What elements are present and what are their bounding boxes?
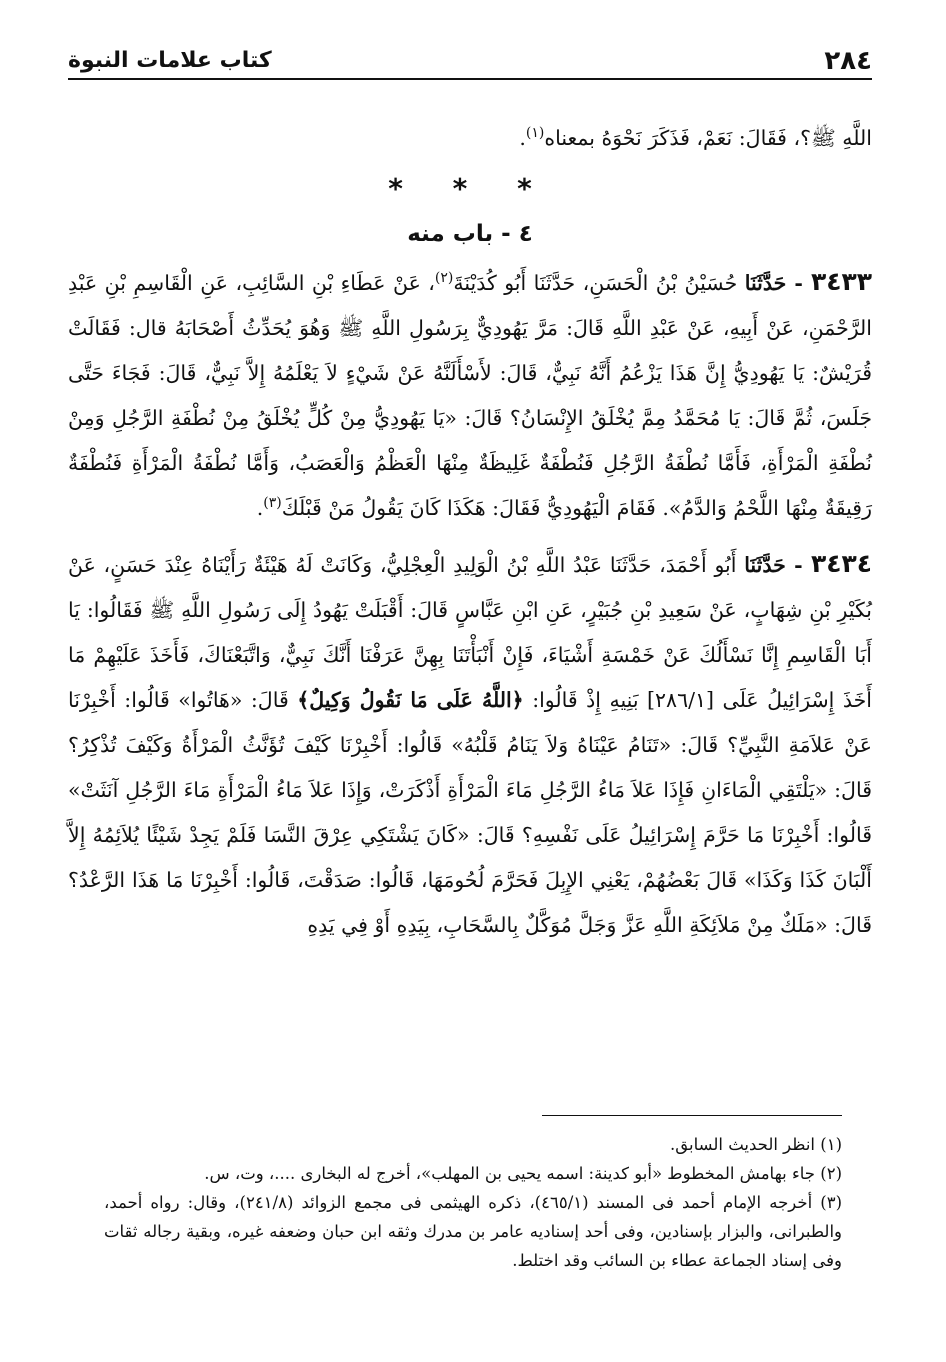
hadith-text: أَبُو أَحْمَدَ، حَدَّثَنَا عَبْدُ اللَّهِ بْنُ الْوَلِيدِ الْعِجْلِيُّ، وَكَانَتْ لَهُ هَيْئَةٌ رَأَيْنَاهُ عِنْدَ حَسَنٍ، عَنْ بُكَيْرِ بْنِ شِهَابٍ، عَنْ سَعِيدِ بْنِ جُبَيْرٍ، عَنِ ابْنِ عَبَّاسٍ قَالَ: أَقْبَلَتْ يَهُودُ إِلَى رَسُولِ اللَّهِ ﷺ فَقَالُوا: يَا أَبَا الْقَاسِمِ إِنَّا نَسْأَلُكَ عَنْ خَمْسَةِ أَشْيَاءَ، فَإِنْ أَنْبَأْتَنَا بِهِنَّ عَرَفْنَا أَنَّكَ نَبِيٌّ، وَاتَّبَعْنَاكَ، فَأَخَذَ عَلَيْهِمْ مَا أَخَذَ إِسْرَائِيلُ عَلَى [٢٨٦/١] بَنِيهِ إِذْ قَالُوا: (68, 553, 872, 712)
footnote-3: (٣) أخرجه الإمام أحمد فى المسند (٤٦٥/١)، ذكره الهيثمى فى مجمع الزوائد (٢٤١/٨)، وقال: رواه أحمد، والطبرانى، والبزار بإسنادين، وفى أحد إسناديه عامر بن مدرك وثقه ابن حبان وضعفه غيره، وبقية رجاله ثقات وفى إسناد الجماعة عطاء بن السائب وقد اختلط. (104, 1193, 842, 1270)
intro-text: اللَّهِ ﷺ؟، فَقَالَ: نَعَمْ، فَذَكَرَ نَحْوَهُ بمعناه (544, 126, 872, 150)
hadith-3434 (68, 541, 872, 948)
footnote-1: (١) انظر الحديث السابق. (670, 1135, 842, 1154)
footnote-2: (٢) جاء بهامش المخطوط «أبو كدينة: اسمه يحيى بن المهلب»، أخرج له البخارى ....، وت، س. (204, 1164, 842, 1183)
hadith-text: حُسَيْنُ بْنُ الْحَسَنِ، حَدَّثَنَا أَبُو كُدَيْنَةَ (453, 271, 745, 295)
footnote-ref-3: (٣) (263, 495, 282, 512)
haddathana: حَدَّثَنَا (744, 553, 786, 577)
footnotes (104, 1130, 842, 1275)
footnote-ref-2: (٢) (434, 270, 454, 287)
hadith-text: قَالَ: «هَاتُوا» قَالُوا: أَخْبِرْنَا عَنْ عَلاَمَةِ النَّبِيِّ؟ قَالَ: «تَنَامُ عَيْنَاهُ وَلاَ يَنَامُ قَلْبُهُ» قَالُوا: أَخْبِرْنَا كَيْفَ تُؤَنَّثُ الْمَرْأَةُ وَكَيْفَ تُذْكِرُ؟ قَالَ: «يَلْتَقِي الْمَاءَانِ فَإِذَا عَلاَ مَاءُ الرَّجُلِ مَاءَ الْمَرْأَةِ أَذْكَرَتْ، وَإِذَا عَلاَ مَاءُ الْمَرْأَةِ مَاءَ الرَّجُلِ آنَثَتْ» قَالُوا: أَخْبِرْنَا مَا حَرَّمَ إِسْرَائِيلُ عَلَى نَفْسِهِ؟ قَالَ: «كَانَ يَشْتَكِي عِرْقَ النَّسَا فَلَمْ يَجِدْ شَيْئًا يُلاَئِمُهُ إِلاَّ أَلْبَانَ كَذَا وَكَذَا» قَالَ بَعْضُهُمْ، يَعْنِي الإِبِلَ فَحَرَّمَ لُحُومَهَا، قَالُوا: صَدَقْتَ، قَالُوا: أَخْبِرْنَا مَا هَذَا الرَّعْدُ؟ قَالَ: «مَلَكٌ مِنْ مَلاَئِكَةِ اللَّهِ عَزَّ وَجَلَّ مُوَكَّلٌ بِالسَّحَابِ، بِيَدِهِ أَوْ فِي يَدِهِ (68, 688, 872, 937)
footnote-ref-1: (١) (525, 125, 545, 142)
hadith-end: . (256, 496, 264, 520)
footnote-divider (542, 1115, 842, 1116)
hadith-number: ٣٤٣٣ (810, 267, 872, 296)
intro-paragraph (68, 116, 872, 161)
section-separator: * * * (388, 172, 552, 205)
hadith-dash: - (785, 553, 811, 577)
hadith-text: ، عَنْ عَطَاءِ بْنِ السَّائِبِ، عَنِ الْقَاسِمِ بْنِ عَبْدِ الرَّحْمَنِ، عَنْ أَبِيهِ، عَنْ عَبْدِ اللَّهِ قَالَ: مَرَّ يَهُودِيٌّ بِرَسُولِ اللَّهِ ﷺ وَهُوَ يُحَدِّثُ أَصْحَابَهُ قال: فَقَالَتْ قُرَيْشٌ: يَا يَهُودِيُّ إِنَّ هَذَا يَزْعُمُ أَنَّهُ نَبِيٌّ، قَالَ: لأَسْأَلَنَّهُ عَنْ شَيْءٍ لاَ يَعْلَمُهُ إِلاَّ نَبِيٌّ، قَالَ: فَجَاءَ حَتَّى جَلَسَ، ثُمَّ قَالَ: يَا مُحَمَّدُ مِمَّ يُخْلَقُ الإِنْسَانُ؟ قَالَ: «يَا يَهُودِيُّ مِنْ كُلٍّ يُخْلَقُ مِنْ نُطْفَةِ الرَّجُلِ وَمِنْ نُطْفَةِ الْمَرْأَةِ، فَأَمَّا نُطْفَةُ الرَّجُلِ فَنُطْفَةٌ غَلِيظَةٌ مِنْهَا الْعَظْمُ وَالْعَصَبُ، وَأَمَّا نُطْفَةُ الْمَرْأَةِ فَنُطْفَةٌ رَقِيقَةٌ مِنْهَا اللَّحْمُ وَالدَّمُ». فَقَامَ الْيَهُودِيُّ فَقَالَ: هَكَذَا كَانَ يَقُولُ مَنْ قَبْلَكَ (68, 271, 872, 520)
intro-end: . (519, 126, 526, 150)
quran-verse: ﴿اللَّهُ عَلَى مَا نَقُولُ وَكِيلٌ﴾ (297, 688, 524, 712)
running-header (68, 36, 872, 80)
page-number: ٢٨٤ (824, 46, 872, 76)
hadith-number: ٣٤٣٤ (810, 549, 872, 578)
chapter-title: ٤ - باب منه (407, 221, 533, 247)
haddathana: حَدَّثَنَا (744, 271, 787, 295)
hadith-dash: - (786, 271, 811, 295)
hadith-3433 (68, 259, 872, 531)
book-title: كتاب علامات النبوة (68, 48, 272, 73)
